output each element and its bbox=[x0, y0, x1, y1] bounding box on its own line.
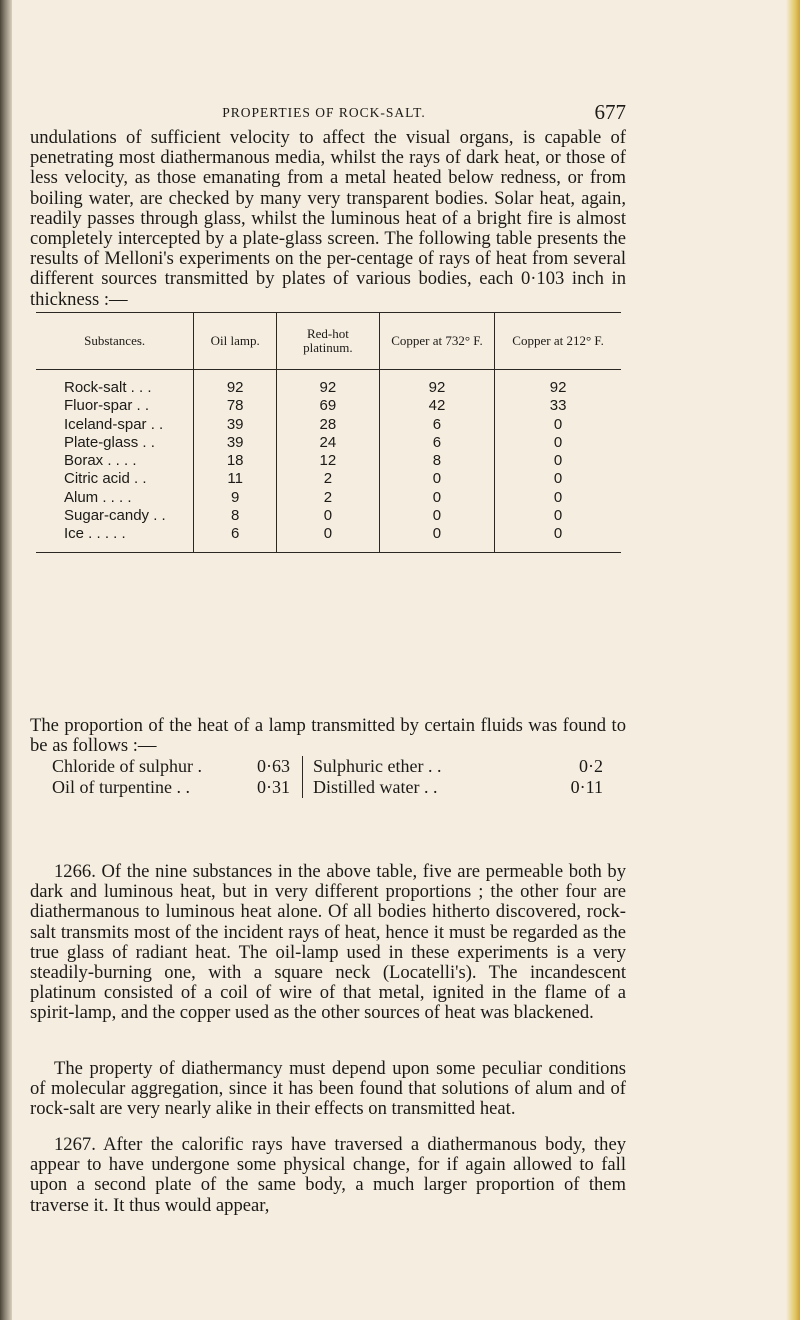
value-cell: 8 bbox=[194, 507, 277, 525]
value-cell: 0 bbox=[495, 507, 621, 525]
value-cell: 0 bbox=[379, 507, 494, 525]
fluid-row bbox=[52, 777, 290, 798]
value-cell: 33 bbox=[495, 397, 621, 415]
substance-cell: Rock-salt . . . bbox=[64, 379, 152, 396]
value-cell: 0 bbox=[495, 489, 621, 507]
fluids-column-left bbox=[52, 756, 290, 798]
value-cell: 6 bbox=[379, 434, 494, 452]
value-cell: 69 bbox=[277, 397, 380, 415]
book-binding-shadow bbox=[0, 0, 12, 1320]
fluid-value: 0·31 bbox=[257, 777, 290, 797]
melloni-transmission-table bbox=[36, 312, 621, 553]
table-row bbox=[36, 470, 621, 488]
value-cell: 92 bbox=[495, 370, 621, 398]
fluid-value: 0·11 bbox=[570, 777, 603, 797]
value-cell: 0 bbox=[379, 525, 494, 552]
table-body bbox=[36, 370, 621, 553]
value-cell: 39 bbox=[194, 434, 277, 452]
page-edge bbox=[786, 0, 800, 1320]
value-cell: 28 bbox=[277, 416, 380, 434]
fluid-row bbox=[52, 756, 290, 777]
table-row bbox=[36, 525, 621, 552]
value-cell: 0 bbox=[495, 416, 621, 434]
value-cell: 0 bbox=[277, 507, 380, 525]
value-cell: 0 bbox=[379, 489, 494, 507]
substance-cell: Ice . . . . . bbox=[36, 525, 194, 552]
value-cell: 6 bbox=[194, 525, 277, 552]
paragraph-1266: 1266. Of the nine substances in the above table, five are permeable both by dark and luminous heat, but in very different proportions ; the other four are diathermanous to luminous heat alone. Of all bodies hitherto discovered, rock-salt transmits most of the incident rays of heat, hence it must be regarded as the true glass of radiant heat. The oil-lamp used in these experiments is a very steadily-burning one, with a square neck (Locatelli's). The incandescent platinum consisted of a coil of wire of that metal, ignited in the flame of a spirit-lamp, and the copper used as the other sources of heat was blackened. bbox=[30, 861, 626, 1024]
value-cell: 92 bbox=[277, 370, 380, 398]
substance-cell: Fluor-spar . . bbox=[64, 397, 150, 415]
value-cell: 0 bbox=[379, 470, 494, 488]
value-cell: 24 bbox=[277, 434, 380, 452]
substance-cell: Alum . . . . bbox=[64, 488, 132, 506]
value-cell: 2 bbox=[277, 489, 380, 507]
value-cell: 11 bbox=[194, 470, 277, 488]
fluid-name: Chloride of sulphur . bbox=[52, 756, 202, 776]
value-cell: 92 bbox=[379, 370, 494, 398]
value-cell: 9 bbox=[194, 489, 277, 507]
value-cell: 6 bbox=[379, 416, 494, 434]
page-number: 677 bbox=[594, 100, 626, 124]
fluids-intro-paragraph: The proportion of the heat of a lamp transmitted by certain fluids was found to be as follows :— bbox=[30, 715, 626, 757]
value-cell: 0 bbox=[277, 525, 380, 552]
value-cell: 0 bbox=[495, 470, 621, 488]
value-cell: 0 bbox=[495, 525, 621, 552]
substance-cell: Citric acid . . bbox=[64, 470, 147, 488]
substance-cell: Plate-glass . . bbox=[64, 433, 155, 451]
value-cell: 0 bbox=[495, 452, 621, 470]
fluid-name: Oil of turpentine . . bbox=[52, 777, 190, 797]
value-cell: 12 bbox=[277, 452, 380, 470]
column-header-red-hot-platinum: Red-hot platinum. bbox=[277, 313, 380, 370]
fluids-list bbox=[52, 756, 603, 800]
value-cell: 0 bbox=[495, 434, 621, 452]
value-cell: 18 bbox=[194, 452, 277, 470]
value-cell: 42 bbox=[379, 397, 494, 415]
paragraph-1267: 1267. After the calorific rays have traversed a diathermanous body, they appear to have undergone some physical change, for if again allowed to fall upon a second plate of the same body, a much larger proportion of them traverse it. It thus would appear, bbox=[30, 1134, 626, 1216]
table-header-row bbox=[36, 313, 621, 370]
fluid-name: Distilled water . . bbox=[313, 777, 438, 797]
value-cell: 92 bbox=[194, 370, 277, 398]
table-row bbox=[36, 434, 621, 452]
table-row bbox=[36, 452, 621, 470]
table-row bbox=[36, 397, 621, 415]
substance-cell: Sugar-candy . . bbox=[64, 507, 166, 525]
value-cell: 8 bbox=[379, 452, 494, 470]
column-header-substances: Substances. bbox=[36, 313, 194, 370]
page-header bbox=[22, 102, 626, 124]
fluid-value: 0·2 bbox=[579, 756, 603, 776]
table-row bbox=[36, 416, 621, 434]
running-title: PROPERTIES OF ROCK-SALT. bbox=[222, 105, 426, 120]
value-cell: 39 bbox=[194, 416, 277, 434]
table-row bbox=[36, 507, 621, 525]
fluid-name: Sulphuric ether . . bbox=[313, 756, 442, 776]
column-header-copper-212: Copper at 212° F. bbox=[495, 313, 621, 370]
paragraph-diathermancy: The property of diathermancy must depend upon some peculiar conditions of molecular aggregation, since it has been found that solutions of alum and of rock-salt are very nearly alike in their effects on transmitted heat. bbox=[30, 1058, 626, 1120]
table-row bbox=[36, 370, 621, 398]
fluid-row bbox=[313, 777, 603, 798]
table-row bbox=[36, 489, 621, 507]
fluids-column-right bbox=[302, 756, 603, 798]
column-header-copper-732: Copper at 732° F. bbox=[379, 313, 494, 370]
fluid-value: 0·63 bbox=[257, 756, 290, 776]
value-cell: 2 bbox=[277, 470, 380, 488]
value-cell: 78 bbox=[194, 397, 277, 415]
column-header-oil-lamp: Oil lamp. bbox=[194, 313, 277, 370]
substance-cell: Borax . . . . bbox=[64, 452, 137, 470]
fluid-row bbox=[313, 756, 603, 777]
substance-cell: Iceland-spar . . bbox=[64, 415, 164, 433]
intro-paragraph: undulations of sufficient velocity to affect the visual organs, is capable of penetrating most diathermanous media, whilst the rays of dark heat, or those of less velocity, as those emanating from a metal heated below redness, or from boiling water, are checked by many very transparent bodies. Solar heat, again, readily passes through glass, whilst the luminous heat of a bright fire is almost completely intercepted by a plate-glass screen. The following table presents the results of Melloni's experiments on the per-centage of rays of heat from several different sources transmitted by plates of various bodies, each 0·103 inch in thickness :— bbox=[30, 127, 626, 310]
